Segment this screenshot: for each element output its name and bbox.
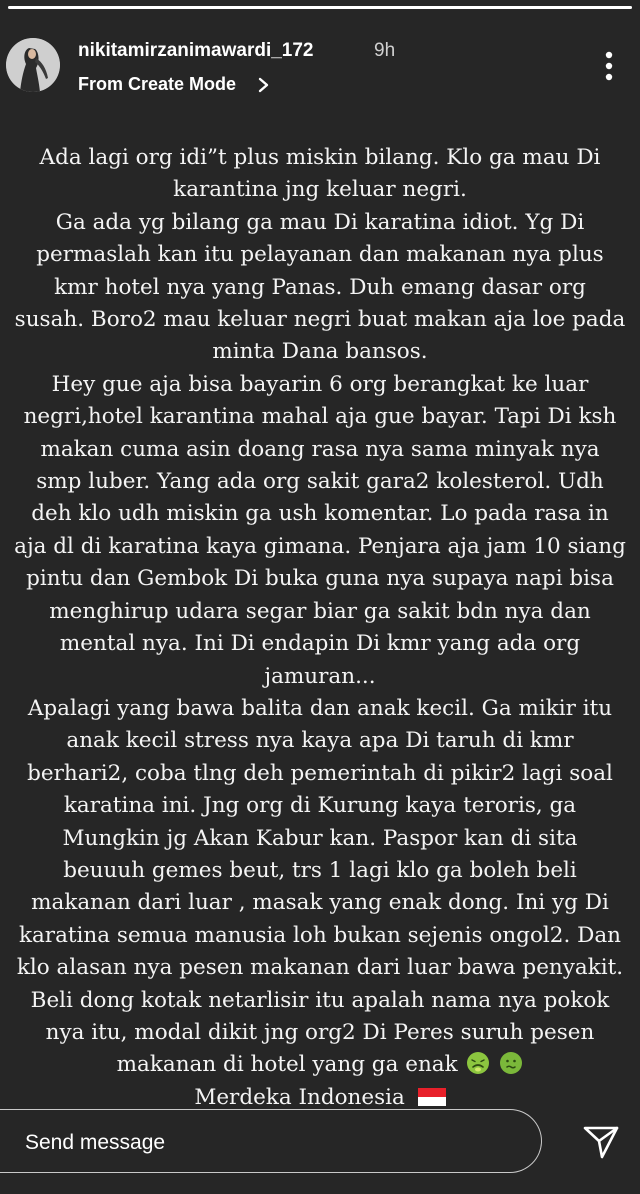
story-text-line: negri,hotel karantina mahal aja gue bayar. Tapi Di ksh	[23, 404, 617, 430]
story-text-line: menghirup udara segar biar ga sakit bdn nya dan	[49, 598, 591, 624]
story-text-line: makanan dari luar , masak yang enak dong. Ini yg Di	[31, 890, 609, 916]
story-text-line: Hey gue aja bisa bayarin 6 org berangkat ke luar	[51, 371, 589, 397]
create-mode-label[interactable]: From Create Mode	[78, 74, 237, 94]
time-ago: 9h	[374, 40, 396, 61]
story-text-line: susah. Boro2 mau keluar negri buat makan aja loe pada	[14, 307, 626, 333]
story-text-line: smp luber. Yang ada org sakit gara2 kolesterol. Udh	[36, 469, 604, 495]
story-text-line: nya itu, modal dikit jng org2 Di Peres suruh pesen	[45, 1019, 595, 1045]
story-text-line: pintu dan Gembok Di buka guna nya supaya napi bisa	[26, 566, 614, 592]
story-text-line: Ada lagi org idi”t plus miskin bilang. Klo ga mau Di	[39, 145, 601, 170]
story-progress-fill	[8, 6, 632, 9]
story-text-line: permaslah kan itu pelayanan dan makanan nya plus	[36, 242, 604, 268]
story-text-line: kmr hotel nya yang Panas. Duh emang dasar org	[54, 274, 586, 300]
nauseated-face-emoji	[466, 1051, 490, 1075]
send-message-input[interactable]	[0, 1109, 542, 1173]
story-text-line: anak kecil stress nya kaya apa Di taruh di kmr	[66, 728, 574, 754]
send-paper-plane-icon[interactable]	[582, 1124, 620, 1160]
avatar[interactable]	[6, 38, 60, 92]
more-vertical-icon[interactable]	[604, 50, 614, 82]
story-text-line: karatina semua manusia loh bukan sejenis ongol2. Dan	[18, 922, 622, 948]
story-text-line: makan cuma asin doang rasa nya sama minyak nya	[40, 436, 600, 462]
story-header	[0, 30, 640, 110]
username[interactable]: nikitamirzanimawardi_172	[78, 40, 314, 61]
story-text-line: Mungkin jg Akan Kabur kan. Paspor kan di sita	[62, 825, 578, 851]
story-text-line-with-emoji	[4, 1049, 636, 1081]
story-text-line: minta Dana bansos.	[212, 339, 428, 365]
story-text-line: berhari2, coba tlng deh pemerintah di pikir2 lagi soal	[27, 760, 613, 786]
chevron-right-icon[interactable]	[254, 74, 274, 96]
story-text-line: aja dl di karatina kaya gimana. Penjara aja jam 10 siang	[14, 533, 626, 559]
story-text-line: deh klo udh miskin ga ush komentar. Lo pada rasa in	[31, 501, 609, 527]
story-text-segment: makanan di hotel yang ga enak	[116, 1052, 458, 1078]
send-message-placeholder: Send message	[25, 1131, 166, 1154]
story-text	[4, 142, 636, 1114]
story-text-line: karantina jng keluar negri.	[173, 177, 467, 203]
story-progress-bar	[8, 6, 632, 9]
message-composer	[0, 1104, 640, 1184]
story-text-line: Beli dong kotak netarlisir itu apalah nama nya pokok	[30, 987, 610, 1013]
story-text-line: karatina ini. Jng org di Kurung kaya teroris, ga	[63, 793, 577, 819]
story-text-line: beuuuh gemes beut, trs 1 lagi klo ga boleh beli	[63, 857, 577, 883]
avatar-photo	[6, 38, 60, 92]
story-text-line: mental nya. Ini Di endapin Di kmr yang ada org	[59, 631, 581, 657]
story-text-line: klo alasan nya pesen makanan dari luar bawa penyakit.	[16, 955, 624, 981]
story-text-segment: Merdeka Indonesia	[194, 1084, 405, 1110]
story-text-line: Ga ada yg bilang ga mau Di karatina idiot. Yg Di	[55, 209, 585, 235]
story-text-line: Apalagi yang bawa balita dan anak kecil. Ga mikir itu	[27, 695, 613, 721]
story-text-line: jamuran...	[264, 663, 376, 689]
sick-face-emoji	[499, 1051, 523, 1075]
